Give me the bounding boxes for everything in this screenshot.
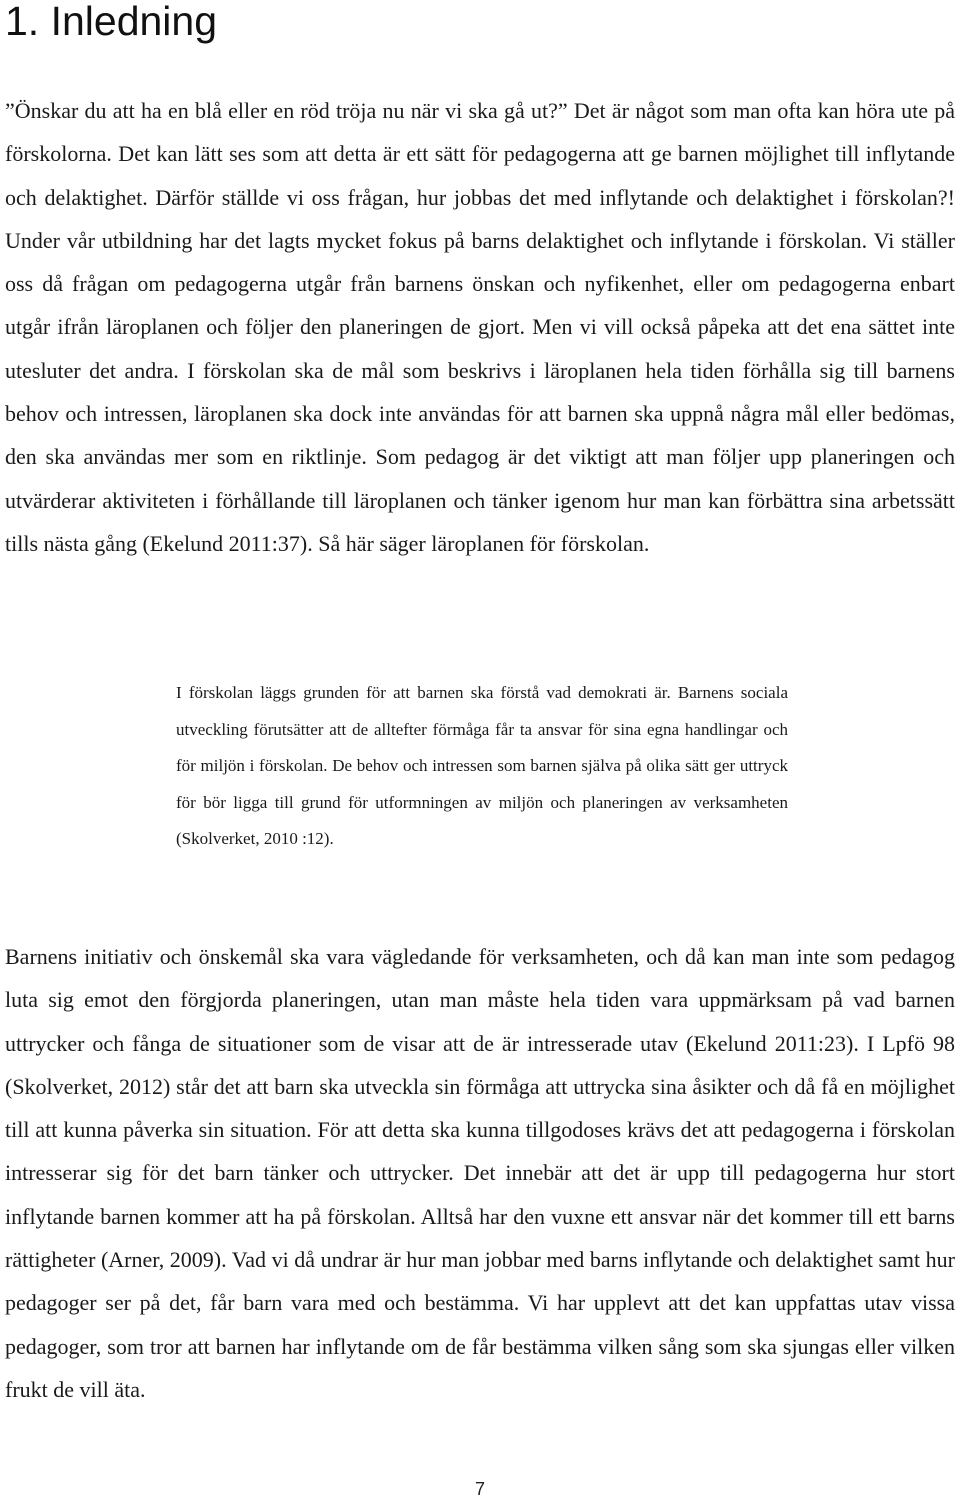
page-number: 7 — [474, 1479, 485, 1499]
document-page — [5, 0, 955, 1402]
block-quote: I förskolan läggs grunden för att barnen ska förstå vad demokrati är. Barnens sociala utveckling förutsätter att de alltefter förmåga får ta ansvar för sina egna handlingar och för miljön i förskolan. De behov och intressen som barnen själva på olika sätt ger uttryck för bör ligga till grund för utformningen av miljön och planeringen av verksamheten (Skolverket, 2010 :12). — [176, 683, 788, 849]
second-paragraph: Barnens initiativ och önskemål ska vara vägledande för verksamheten, och då kan man inte som pedagog luta sig emot den förgjorda planeringen, utan man måste hela tiden vara uppmärksam på vad barnen uttrycker och fånga de situationer som de visar att de är intresserade utav (Ekelund 2011:23). I Lpfö 98 (Skolverket, 2012) står det att barn ska utveckla sin förmåga att uttrycka sina åsikter och då få en möjlighet till att kunna påverka sin situation. För att detta ska kunna tillgodoses krävs det att pedagogerna i förskolan intresserar sig för det barn tänker och uttrycker. Det innebär att det är upp till pedagogerna hur stort inflytande barnen kommer att ha på förskolan. Alltså har den vuxne ett ansvar när det kommer till ett barns rättigheter (Arner, 2009). Vad vi då undrar är hur man jobbar med barns inflytande och delaktighet samt hur pedagoger ser på det, får barn vara med och bestämma. Vi har upplevt att det kan uppfattas utav vissa pedagoger, som tror att barnen har inflytande om de får bestämma vilken sång som ska sjungas eller vilken frukt de vill äta. — [5, 944, 955, 1402]
intro-paragraph: ”Önskar du att ha en blå eller en röd tröja nu när vi ska gå ut?” Det är något som man ofta kan höra ute på förskolorna. Det kan lätt ses som att detta är ett sätt för pedagogerna att ge barnen möjlighet till inflytande och delaktighet. Därför ställde vi oss frågan, hur jobbas det med inflytande och delaktighet i förskolan?! Under vår utbildning har det lagts mycket fokus på barns delaktighet och inflytande i förskolan. Vi ställer oss då frågan om pedagogerna utgår från barnens önskan och nyfikenhet, eller om pedagogerna enbart utgår ifrån läroplanen och följer den planeringen de gjort. Men vi vill också påpeka att det ena sättet inte utesluter det andra. I förskolan ska de mål som beskrivs i läroplanen hela tiden förhålla sig till barnens behov och intressen, läroplanen ska dock inte användas för att barnen ska uppnå några mål eller bedömas, den ska användas mer som en riktlinje. Som pedagog är det viktigt att man följer upp planeringen och utvärderar aktiviteten i förhållande till läroplanen och tänker igenom hur man kan förbättra sina arbetssätt tills nästa gång (Ekelund 2011:37). Så här säger läroplanen för förskolan. — [5, 98, 955, 556]
section-heading: 1. Inledning — [5, 0, 218, 44]
